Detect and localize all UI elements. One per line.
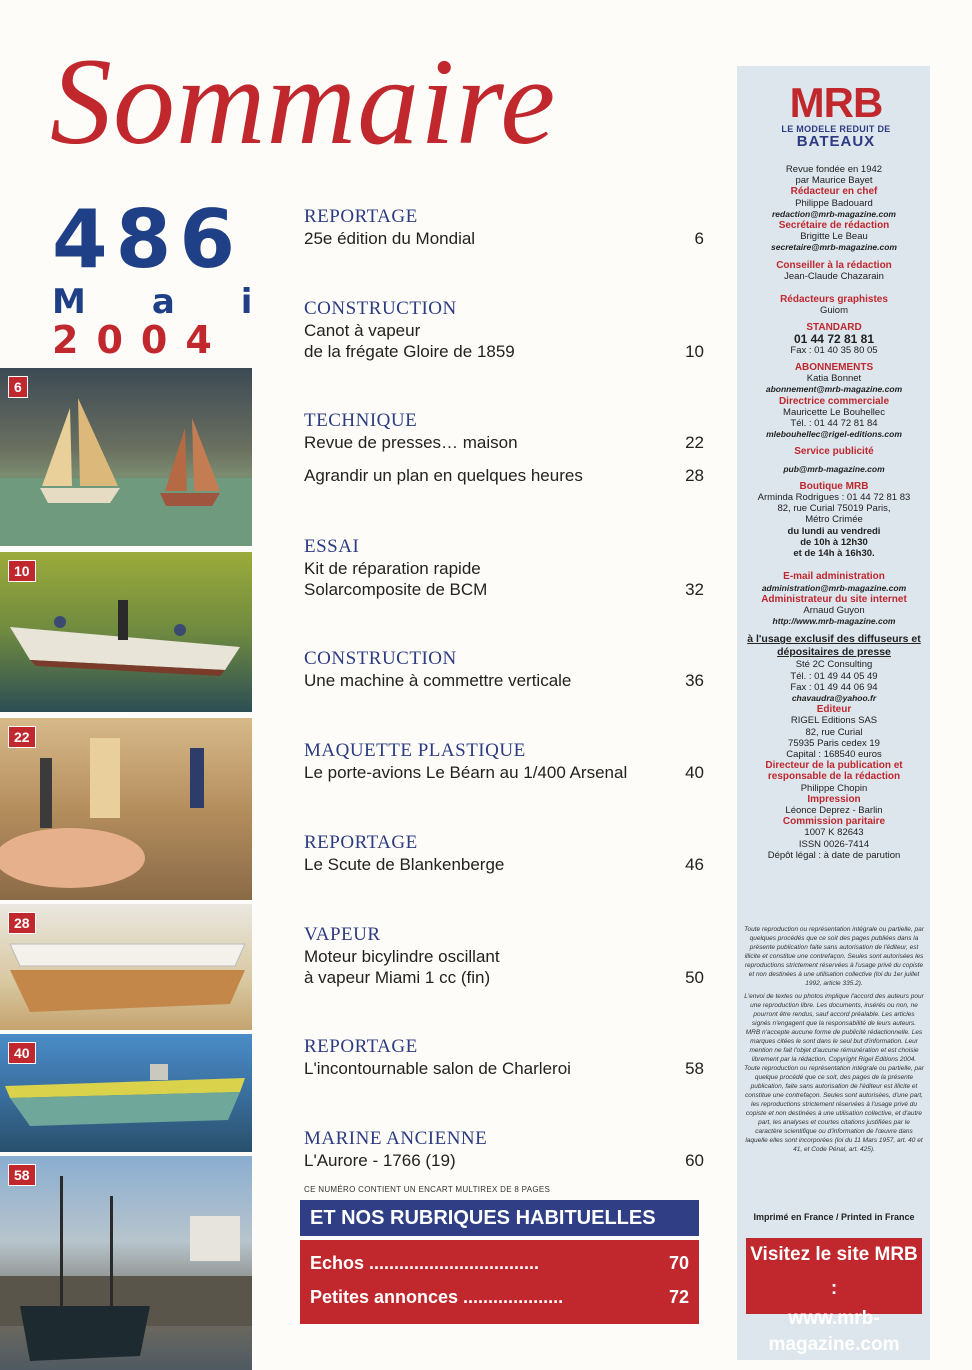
toc-line: 25e édition du Mondial 6: [304, 229, 704, 248]
toc-section: VAPEUR: [304, 924, 381, 945]
visit-website-banner[interactable]: Visitez le site MRB : www.mrb-magazine.com: [746, 1238, 922, 1314]
toc-section: ESSAI: [304, 536, 360, 557]
issue-number: 486: [52, 193, 243, 286]
crowd-ship-illustration: [0, 1156, 252, 1370]
page-badge: 58: [8, 1164, 36, 1186]
rubriques-title: ET NOS RUBRIQUES HABITUELLES: [300, 1200, 699, 1236]
toc-section: REPORTAGE: [304, 1036, 418, 1057]
toc-entry[interactable]: [304, 924, 704, 988]
page-badge: 28: [8, 912, 36, 934]
page-badge: 10: [8, 560, 36, 582]
toc-line: Le Scute de Blankenberge 46: [304, 855, 704, 874]
toc-entry[interactable]: [304, 832, 704, 875]
toc-line: à vapeur Miami 1 cc (fin) 50: [304, 968, 704, 987]
toc-entry[interactable]: [304, 740, 704, 783]
toc-section: REPORTAGE: [304, 832, 418, 853]
photo-press-tools: [0, 718, 252, 900]
toc-entry[interactable]: [304, 536, 704, 600]
toc-line: L'Aurore - 1766 (19) 60: [304, 1151, 704, 1170]
credits-list: Revue fondée en 1942 par Maurice Bayet Rédacteur en chef Philippe Badouard redaction@mrb-magazine.com Secrétaire de rédaction Brigitte Le Beau secretaire@mrb-magazine.com Conseiller à la rédaction Jean-Claude Chazarain Rédacteurs graphistes Guiom STANDARD 01 44 72 81 81 Fax : 01 40 35 80 05 ABONNEMENTS Katia Bonnet abonnement@mrb-magazine.com Directrice commerciale Mauricette Le Bouhellec Tél. : 01 44 72 81 84 mlebouhellec@rigel-editions.com Service publicité pub@mrb-magazine.com Boutique MRB Arminda Rodrigues : 01 44 72 81 83 82, rue Curial 75019 Paris, Métro Crimée du lundi au vendredi de 10h à 12h30 et de 14h à 16h30. E-mail administration administration@mrb-magazine.com Administrateur du site internet Arnaud Guyon http://www.mrb-magazine.com à l'usage exclusif des diffuseurs et dépositaires de presse Sté 2C Consulting Tél. : 01 49 44 05 49 Fax : 01 49 44 06 94 chavaudra@yahoo.fr Editeur RIGEL Editions SAS 82, rue Curial 75935 Paris cedex 19 Capital : 168540 euros Directeur de la publication et responsable de la rédaction Philippe Chopin Impression Léonce Deprez - Barlin Commission paritaire 1007 K 82643 ISSN 0026-7414 Dépôt légal : à date de parution: [747, 164, 921, 861]
rubrique-item[interactable]: Petites annonces .................... 72: [310, 1287, 689, 1307]
page-title: Sommaire: [50, 33, 557, 170]
sailboat-illustration: [0, 368, 252, 546]
photo-aircraft-carrier: [0, 1034, 252, 1152]
website-link[interactable]: www.mrb-magazine.com: [768, 1308, 900, 1355]
toc-line: de la frégate Gloire de 1859 10: [304, 342, 704, 361]
issue-year: 2004: [52, 318, 230, 362]
toc-section: MAQUETTE PLASTIQUE: [304, 740, 526, 761]
rubriques-list: [300, 1240, 699, 1324]
insert-notice: CE NUMÉRO CONTIENT UN ENCART MULTIREX DE 8 PAGES: [304, 1185, 551, 1194]
rubrique-item[interactable]: Echos .................................. 70: [310, 1253, 689, 1273]
toc-entry[interactable]: [304, 1036, 704, 1079]
toc-line: Solarcomposite de BCM 32: [304, 580, 704, 599]
steam-launch-illustration: [0, 552, 252, 712]
photo-steam-launch: [0, 552, 252, 712]
toc-section: TECHNIQUE: [304, 410, 418, 431]
mrb-logo: MRB LE MODELE REDUIT DE BATEAUX: [781, 79, 891, 150]
toc-line: Une machine à commettre verticale 36: [304, 671, 704, 690]
photo-charleroi-show: [0, 1156, 252, 1370]
toc-section: REPORTAGE: [304, 206, 418, 227]
toc-line: Moteur bicylindre oscillant: [304, 947, 500, 966]
aircraft-carrier-illustration: [0, 1034, 252, 1152]
page-badge: 22: [8, 726, 36, 748]
legal-notice: Toute reproduction ou représentation intégrale ou partielle, par quelques procédés que ce soit des pages publiées dans la présente publication faite sans autorisation de l'éditeur, est illicite et constitue une contrefaçon. Seules sont autorisées les reproductions strictement réservées à l'usage privé du copiste et non destinées à une utilisation collective (loi du 1er juillet 1992, article 335.2). L'envoi de textes ou photos implique l'accord des auteurs pour une reproduction libre. Les documents, insérés ou non, ne pourront être rendus, sauf accord préalable. Les articles signés n'engagent que la responsabilité de leurs auteurs. MRB n'accepte aucune forme de publicité rédactionnelle. Les marques citées le sont dans le seul but d'information. Leur mention ne fait l'objet d'aucune rémunération et est choisie librement par la rédaction. Copyright Rigel Editions 2004. Toute reproduction ou représentation intégrale ou partielle, par quelque procédé que ce soit, des pages de la présente publication, faite sans autorisation de l'éditeur est illicite et constitue une contrefaçon. Seules sont autorisées, d'une part, les reproductions strictement réservées à l'usage privé du copiste et non destinées à une utilisation collective, et d'autre part, les analyses et courtes citations justifiées par le caractère scientifique ou d'information de l'œuvre dans laquelle elles sont incorporées (loi du 11 Mars 1957, art. 40 et 41, et Code Pénal, art. 425).: [744, 926, 924, 1153]
toc-line: L'incontournable salon de Charleroi 58: [304, 1059, 704, 1078]
issue-block: [52, 193, 319, 362]
toc-entry[interactable]: [304, 298, 704, 362]
issue-month: Mai: [52, 282, 319, 322]
photo-sailboats: [0, 368, 252, 546]
page-badge: 6: [8, 376, 28, 398]
photo-hull-plan: [0, 904, 252, 1030]
page-badge: 40: [8, 1042, 36, 1064]
press-tools-illustration: [0, 718, 252, 900]
toc-section: CONSTRUCTION: [304, 298, 457, 319]
toc-line: Le porte-avions Le Béarn au 1/400 Arsenal 40: [304, 763, 704, 782]
toc-line: Revue de presses… maison 22: [304, 433, 704, 452]
toc-section: CONSTRUCTION: [304, 648, 457, 669]
toc-line: Kit de réparation rapide: [304, 559, 481, 578]
toc-entry[interactable]: [304, 648, 704, 691]
toc-line: Agrandir un plan en quelques heures 28: [304, 466, 704, 485]
toc-line: Canot à vapeur: [304, 321, 421, 340]
hull-plan-illustration: [0, 904, 252, 1030]
toc-entry[interactable]: [304, 410, 704, 486]
toc-section: MARINE ANCIENNE: [304, 1128, 488, 1149]
toc-entry[interactable]: [304, 1128, 704, 1171]
printed-in: Imprimé en France / Printed in France: [753, 1212, 915, 1222]
toc-entry[interactable]: [304, 206, 704, 249]
